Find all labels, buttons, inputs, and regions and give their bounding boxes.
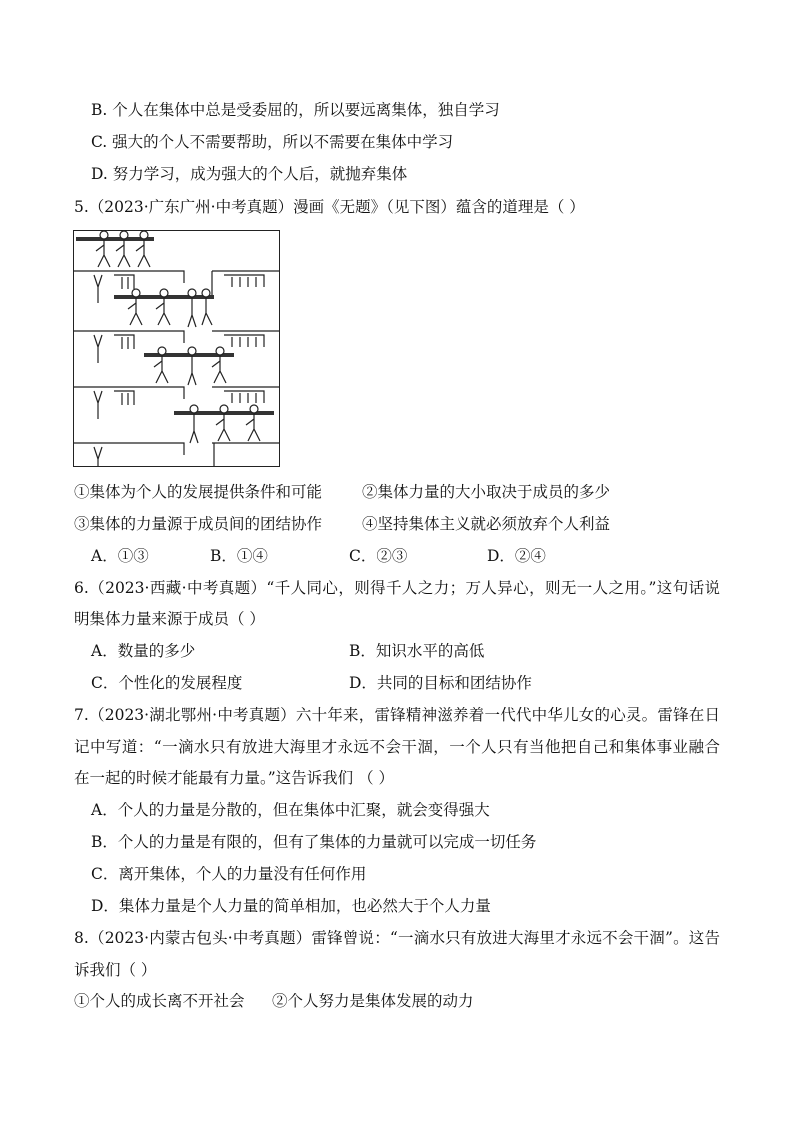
cartoon-drawing <box>74 231 279 466</box>
q5-cartoon-figure <box>73 230 280 467</box>
q6-choice-a[interactable]: A．数量的多少 <box>91 642 196 660</box>
q7-choice-b[interactable]: B．个人的力量是有限的，但有了集体的力量就可以完成一切任务 <box>91 833 537 851</box>
q7-choice-c[interactable]: C．离开集体，个人的力量没有任何作用 <box>91 865 367 883</box>
q7-stem-line-2: 记中写道：“一滴水只有放进大海里才永远不会干涸，一个人只有当他把自己和集体事业融合 <box>74 738 720 756</box>
q7-stem-line-3: 在一起的时候才能最有力量。”这告诉我们 （ ） <box>74 769 395 787</box>
q6-stem-line-2: 明集体力量来源于成员（ ） <box>74 610 265 628</box>
q8-stem-line-2: 诉我们（ ） <box>74 961 157 979</box>
q8-statement-1: ①个人的成长离不开社会 <box>74 992 245 1010</box>
q7-stem-line-1: 7.（2023·湖北鄂州·中考真题）六十年来，雷锋精神滋养着一代代中华儿女的心灵。雷锋在日 <box>74 706 720 724</box>
q5-choice-b[interactable]: B．①④ <box>210 547 268 565</box>
q5-choice-c[interactable]: C．②③ <box>349 547 408 565</box>
q6-choice-c[interactable]: C．个性化的发展程度 <box>91 674 243 692</box>
q4-option-d: D. 努力学习，成为强大的个人后，就抛弃集体 <box>91 165 408 183</box>
q5-choice-d[interactable]: D．②④ <box>487 547 546 565</box>
q6-choice-d[interactable]: D．共同的目标和团结协作 <box>349 674 532 692</box>
q5-statement-2: ②集体力量的大小取决于成员的多少 <box>362 483 611 501</box>
q5-stem: 5.（2023·广东广州·中考真题）漫画《无题》（见下图）蕴含的道理是（ ） <box>74 198 585 216</box>
q6-choice-b[interactable]: B．知识水平的高低 <box>349 642 485 660</box>
q5-choice-a[interactable]: A．①③ <box>91 547 149 565</box>
q4-option-c: C. 强大的个人不需要帮助，所以不需要在集体中学习 <box>91 133 454 151</box>
q8-stem-line-1: 8.（2023·内蒙古包头·中考真题）雷锋曾说：“一滴水只有放进大海里才永远不会干涸”。这告 <box>74 929 720 947</box>
q5-statement-1: ①集体为个人的发展提供条件和可能 <box>74 483 323 501</box>
q4-option-b: B. 个人在集体中总是受委屈的，所以要远离集体，独自学习 <box>91 101 500 119</box>
q7-choice-d[interactable]: D．集体力量是个人力量的简单相加，也必然大于个人力量 <box>91 897 491 915</box>
q6-stem-line-1: 6.（2023·西藏·中考真题）“千人同心，则得千人之力；万人异心，则无一人之用。”这句话说 <box>74 579 720 597</box>
q5-statement-3: ③集体的力量源于成员间的团结协作 <box>74 515 323 533</box>
q7-choice-a[interactable]: A．个人的力量是分散的，但在集体中汇聚，就会变得强大 <box>91 801 490 819</box>
q8-statement-2: ②个人努力是集体发展的动力 <box>272 992 474 1010</box>
q5-statement-4: ④坚持集体主义就必须放弃个人利益 <box>362 515 611 533</box>
